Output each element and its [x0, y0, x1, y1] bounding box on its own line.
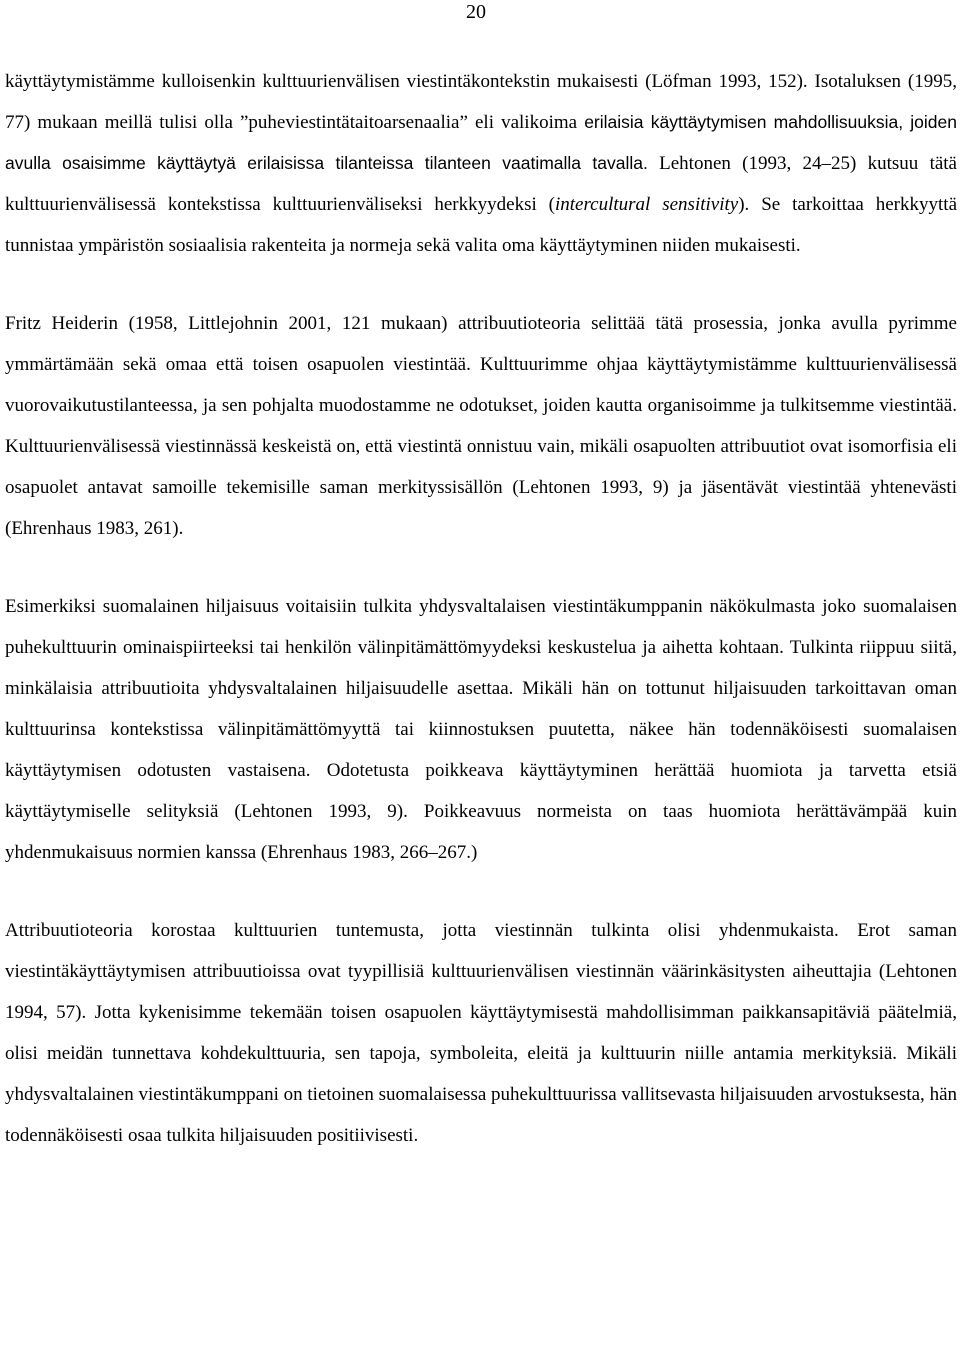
paragraph-1-text: käyttäytymistämme kulloisenkin kulttuurienvälisen viestintäkontekstin mukaisesti (Löfman 1993, 152). Isotaluksen (1995, 77) mukaan meillä tulisi olla ”puheviestintätaitoarsenaalia” eli valikoima	[5, 71, 957, 133]
paragraph-1-italic-term: intercultural sensitivity	[554, 194, 739, 215]
paragraph-4-text: Attribuutioteoria korostaa kulttuurien tuntemusta, jotta viestinnän tulkinta olisi yhdenmukaista. Erot saman viestintäkäyttäytymisen attribuutioissa ovat tyypillisiä kulttuurienvälisen viestinnän väärinkäsitysten aiheuttajia (Lehtonen 1994, 57). Jotta kykenisimme tekemään toisen osapuolen käyttäytymisestä mahdollisimman paikkansapitäviä päätelmiä, olisi meidän tunnettava kohdekulttuuria, sen tapoja, symboleita, eleitä ja kulttuurin niille antamia merkityksiä. Mikäli yhdysvaltalainen viestintäkumppani on tietoinen suomalaisessa puhekulttuurissa vallitsevasta hiljaisuuden arvostuksesta, hän todennäköisesti osaa tulkita hiljaisuuden positiivisesti.	[5, 920, 957, 1146]
paragraph-3	[5, 586, 957, 873]
paragraph-1	[5, 61, 957, 266]
body-text	[5, 61, 957, 1156]
paragraph-1-text-cont: Lehtonen (1993, 24–25) kutsuu tätä kulttuurienvälisessä kontekstissa kulttuurienväliseksi herkkyydeksi (	[5, 153, 957, 215]
paragraph-2	[5, 303, 957, 549]
paragraph-2-text: Fritz Heiderin (1958, Littlejohnin 2001, 121 mukaan) attribuutioteoria selittää tätä prosessia, jonka avulla pyrimme ymmärtämään sekä omaa että toisen osapuolen viestintää. Kulttuurimme ohjaa käyttäytymistämme kulttuurienvälisessä vuorovaikutustilanteessa, ja sen pohjalta muodostamme ne odotukset, joiden kautta organisoimme ja tulkitsemme viestintää. Kulttuurienvälisessä viestinnässä keskeistä on, että viestintä onnistuu vain, mikäli osapuolten attribuutiot ovat isomorfisia eli osapuolet antavat samoille tekemisille saman merkityssisällön (Lehtonen 1993, 9) ja jäsentävät viestintää yhtenevästi (Ehrenhaus 1983, 261).	[5, 313, 957, 539]
paragraph-1-sans-text: erilaisia käyttäytymisen mahdollisuuksia, joiden avulla osaisimme käyttäytyä erilaisissa tilanteissa tilanteen vaatimalla tavalla.	[5, 112, 957, 173]
page-number: 20	[466, 1, 486, 23]
paragraph-4	[5, 910, 957, 1156]
paragraph-1-text-end: ). Se tarkoittaa herkkyyttä tunnistaa ympäristön sosiaalisia rakenteita ja normeja sekä valita oma käyttäytyminen niiden mukaisesti.	[5, 194, 958, 256]
paragraph-3-text: Esimerkiksi suomalainen hiljaisuus voitaisiin tulkita yhdysvaltalaisen viestintäkumppanin näkökulmasta joko suomalaisen puhekulttuurin ominaispiirteeksi tai henkilön välinpitämättömyydeksi keskustelua ja aihetta kohtaan. Tulkinta riippuu siitä, minkälaisia attribuutioita yhdysvaltalainen hiljaisuudelle asettaa. Mikäli hän on tottunut hiljaisuuden tarkoittavan oman kulttuurinsa kontekstissa välinpitämättömyyttä tai kiinnostuksen puutetta, näkee hän todennäköisesti suomalaisen käyttäytymisen odotusten vastaisena. Odotetusta poikkeava käyttäytyminen herättää huomiota ja tarvetta etsiä käyttäytymiselle selityksiä (Lehtonen 1993, 9). Poikkeavuus normeista on taas huomiota herättävämpää kuin yhdenmukaisuus normien kanssa (Ehrenhaus 1983, 266–267.)	[5, 596, 957, 863]
